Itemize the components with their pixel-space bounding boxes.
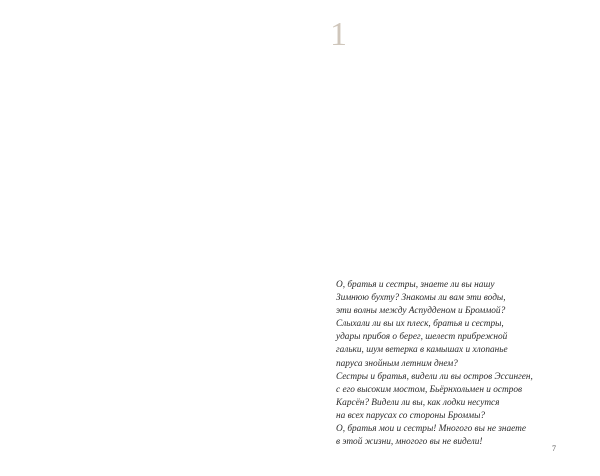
text-line: О, братья мои и сестры! Многого вы не знаете	[336, 424, 526, 435]
text-line: удары прибоя о берег, шелест прибрежной	[336, 332, 508, 343]
text-line: с его высоким мостом, Бьёрнхольмен и остров	[336, 384, 523, 395]
text-line: гальки, шум ветерка в камышах и хлопанье	[336, 345, 508, 356]
text-line: паруса знойным летним днем?	[336, 358, 458, 369]
text-line: Слыхали ли вы их плеск, братья и сестры,	[336, 319, 504, 330]
chapter-number: 1	[330, 16, 347, 53]
text-line: О, братья и сестры, знаете ли вы нашу	[336, 280, 495, 290]
text-line: на всех парусах со стороны Броммы?	[336, 410, 486, 421]
body-text-block	[336, 279, 561, 449]
text-line: в этой жизни, многого вы не видели!	[336, 437, 483, 448]
text-line: Зимнюю бухту? Знакомы ли вам эти воды,	[336, 293, 506, 304]
text-line: эти волны между Аспудденом и Броммой?	[336, 306, 506, 317]
page-number: 7	[552, 444, 556, 453]
text-line: Сестры и братья, видели ли вы остров Эссинген,	[336, 371, 533, 382]
text-line: Карсён? Видели ли вы, как лодки несутся	[336, 397, 500, 408]
